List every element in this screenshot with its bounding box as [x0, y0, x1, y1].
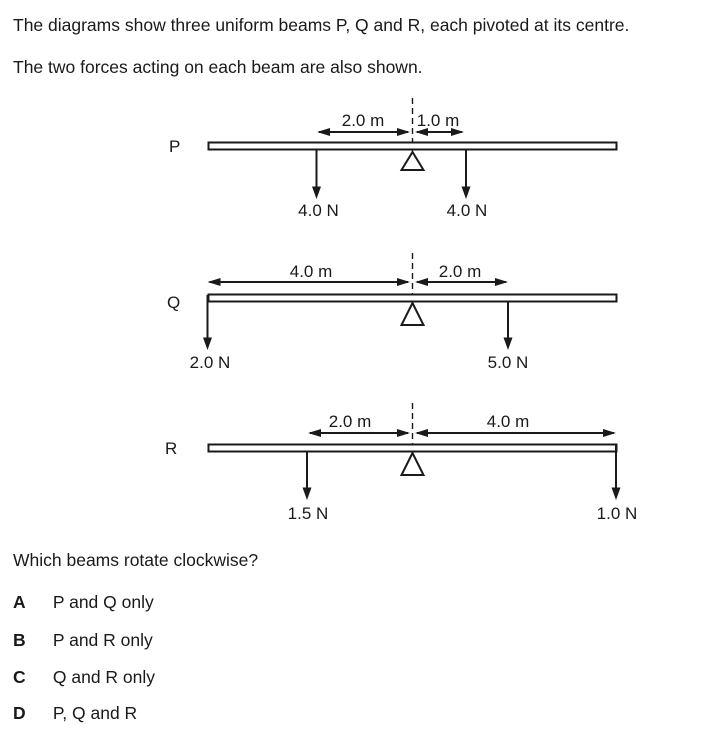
option-a-text: P and Q only: [52, 592, 154, 612]
beam-q-left-distance-label: 4.0 m: [289, 262, 333, 281]
question-text: Which beams rotate clockwise?: [13, 550, 259, 570]
option-c: [13, 666, 155, 688]
arrowhead-right-icon: [397, 128, 410, 136]
arrowhead-right-icon: [603, 429, 616, 437]
arrowhead-left-icon: [415, 429, 428, 437]
arrowhead-left-icon: [308, 429, 321, 437]
beam-r-bar: [209, 445, 617, 452]
arrowhead-left-icon: [208, 278, 221, 286]
beam-q-left-force-label: 2.0 N: [189, 353, 231, 372]
beam-r-right-force-label: 1.0 N: [596, 504, 638, 523]
beam-q-label: Q: [167, 293, 181, 312]
arrowhead-right-icon: [397, 429, 410, 437]
arrowhead-down-icon: [312, 187, 321, 200]
beam-q-bar: [209, 295, 617, 302]
intro-line-2: The two forces acting on each beam are also shown.: [13, 57, 423, 77]
arrowhead-right-icon: [397, 278, 410, 286]
option-c-letter: C: [13, 667, 26, 687]
option-d: [13, 702, 137, 724]
intro-line-1: The diagrams show three uniform beams P, Q and R, each pivoted at its centre.: [13, 15, 630, 35]
arrowhead-down-icon: [462, 187, 471, 200]
option-c-text: Q and R only: [52, 667, 156, 687]
beam-r-left-force-label: 1.5 N: [287, 504, 329, 523]
arrowhead-left-icon: [317, 128, 330, 136]
beam-r-right-force-arrow: [612, 445, 621, 500]
beam-r-pivot-triangle: [402, 453, 424, 475]
beam-p-left-force-label: 4.0 N: [298, 201, 339, 220]
beam-q-pivot-triangle: [402, 303, 424, 325]
option-a: [13, 591, 154, 613]
option-a-letter: A: [13, 592, 26, 612]
option-b-letter: B: [13, 630, 26, 650]
beam-diagram-p: [0, 95, 704, 225]
beam-p-left-force-arrow: [312, 150, 321, 199]
beam-diagram-q: [0, 250, 704, 375]
beam-p-right-force-arrow: [462, 150, 471, 199]
arrowhead-left-icon: [415, 278, 428, 286]
beam-q-right-distance-label: 2.0 m: [438, 262, 482, 281]
arrowhead-down-icon: [303, 488, 312, 501]
beam-q-right-force-arrow: [504, 302, 513, 350]
beam-r-left-force-arrow: [303, 452, 312, 500]
option-d-letter: D: [13, 703, 26, 723]
beam-r-left-distance-label: 2.0 m: [328, 412, 372, 431]
beam-diagram-r: [0, 400, 704, 525]
beam-r-right-distance-label: 4.0 m: [486, 412, 530, 431]
beam-p-left-distance-label: 2.0 m: [341, 111, 385, 130]
option-b: [13, 629, 153, 651]
option-b-text: P and R only: [52, 630, 153, 650]
beam-r-label: R: [165, 439, 178, 458]
beam-p-bar: [209, 143, 617, 150]
arrowhead-right-icon: [495, 278, 508, 286]
beam-p-right-force-label: 4.0 N: [446, 201, 488, 220]
beam-q-right-force-label: 5.0 N: [487, 353, 529, 372]
arrowhead-down-icon: [203, 338, 212, 351]
option-d-text: P, Q and R: [52, 703, 138, 723]
beam-p-pivot-triangle: [402, 152, 424, 170]
beam-q-left-force-arrow: [203, 295, 212, 350]
arrowhead-down-icon: [504, 338, 513, 351]
beam-p-label: P: [169, 137, 181, 156]
arrowhead-down-icon: [612, 488, 621, 501]
beam-p-right-distance-label: 1.0 m: [416, 111, 460, 130]
